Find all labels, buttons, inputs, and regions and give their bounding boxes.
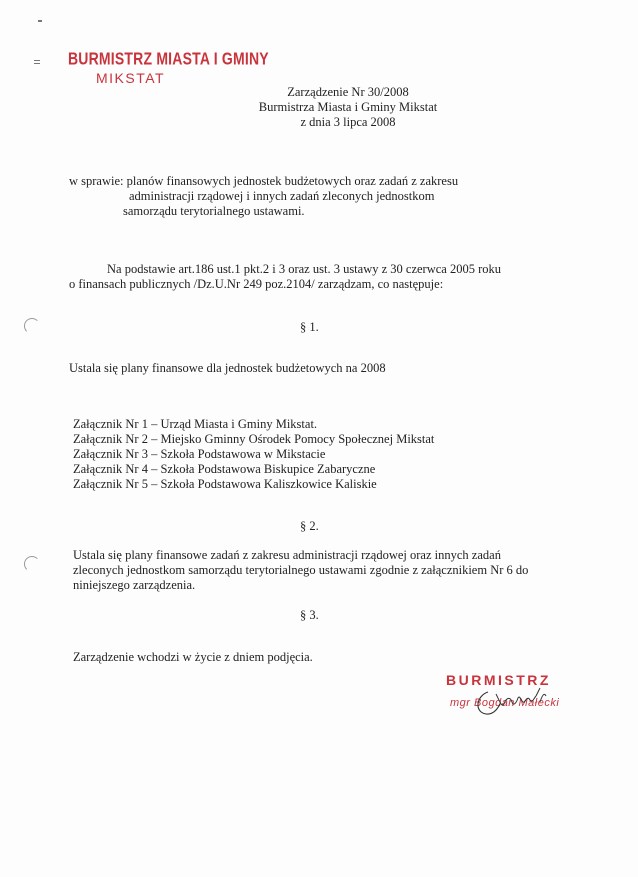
stamp-line-title: BURMISTRZ MIASTA I GMINY [68,48,269,68]
header-issuer: Burmistrza Miasta i Gminy Mikstat [258,100,438,114]
handwritten-signature [470,682,560,722]
section-2-line: Ustala się plany finansowe zadań z zakresu administracji rządowej oraz innych zadań [73,548,501,562]
attachment-item: Załącznik Nr 1 – Urząd Miasta i Gminy Mikstat. [73,417,318,431]
subject-line: w sprawie: planów finansowych jednostek budżetowych oraz zadań z zakresu [69,174,459,188]
signature-title: BURMISTRZ [446,672,551,688]
subject-block [69,174,458,219]
stamp-line-town: MIKSTAT [96,70,166,86]
subject-line: samorządu terytorialnego ustawami. [123,204,305,218]
punch-hole-mark [24,556,40,572]
section-2-line: niniejszego zarządzenia. [73,578,196,592]
header-date: z dnia 3 lipca 2008 [300,115,396,129]
scan-speck [34,63,40,64]
attachment-item: Załącznik Nr 5 – Szkoła Podstawowa Kaliszkowice Kaliskie [73,477,377,491]
section-3-text: Zarządzenie wchodzi w życie z dniem podjęcia. [73,650,313,664]
attachment-item: Załącznik Nr 4 – Szkoła Podstawowa Biskupice Zabaryczne [73,462,376,476]
scan-speck [38,20,42,22]
signature-name: mgr Bogdan Małecki [450,697,560,709]
basis-line: o finansach publicznych /Dz.U.Nr 249 poz.2104/ zarządzam, co następuje: [69,277,444,291]
attachment-item: Załącznik Nr 2 – Miejsko Gminny Ośrodek Pomocy Społecznej Mikstat [73,432,435,446]
document-header [0,85,638,130]
section-2-heading: § 2. [300,519,319,533]
section-2-body [73,548,528,593]
basis-line: Na podstawie art.186 ust.1 pkt.2 i 3 oraz ust. 3 ustawy z 30 czerwca 2005 roku [107,262,502,276]
legal-basis [69,262,501,292]
section-3-heading: § 3. [300,608,319,622]
attachment-list [73,417,434,492]
header-title: Zarządzenie Nr 30/2008 [287,85,409,99]
section-2-line: zleconych jednostkom samorządu terytorialnego ustawami zgodnie z załącznikiem Nr 6 do [73,563,529,577]
subject-line: administracji rządowej i innych zadań zleconych jednostkom [129,189,435,203]
section-1-heading: § 1. [300,320,319,334]
scan-speck [34,60,40,61]
office-stamp [68,48,269,86]
punch-hole-mark [24,318,40,334]
section-1-text: Ustala się plany finansowe dla jednostek budżetowych na 2008 [69,361,386,375]
attachment-item: Załącznik Nr 3 – Szkoła Podstawowa w Mikstacie [73,447,326,461]
